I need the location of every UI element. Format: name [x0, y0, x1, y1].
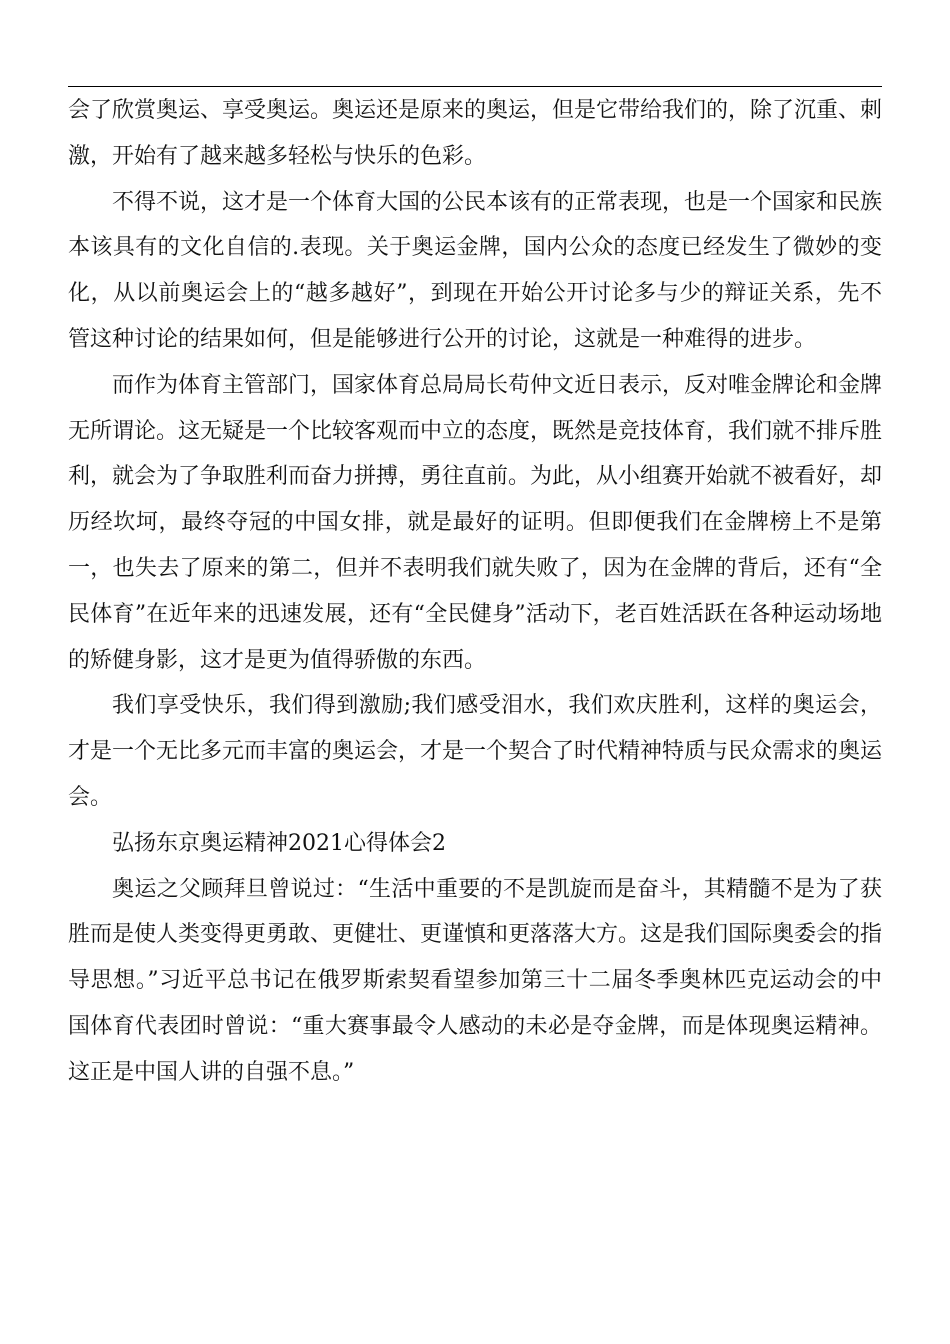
paragraph-enjoy-olympics: 我们享受快乐，我们得到激励;我们感受泪水，我们欢庆胜利，这样的奥运会，才是一个无比多元而丰富的奥运会，才是一个契合了时代精神特质与民众需求的奥运会。	[68, 693, 883, 810]
paragraph-sports-administration: 而作为体育主管部门，国家体育总局局长苟仲文近日表示，反对唯金牌论和金牌无所谓论。这无疑是一个比较客观而中立的态度，既然是竞技体育，我们就不排斥胜利，就会为了争取胜利而奋力拼搏，勇往直前。为此，从小组赛开始就不被看好，却历经坎坷，最终夺冠的中国女排，就是最好的证明。但即便我们在金牌榜上不是第一，也失去了原来的第二，但并不表明我们就失败了，因为在金牌的背后，还有“全民体育”在近年来的迅速发展，还有“全民健身”活动下，老百姓活跃在各种运动场地的矫健身影，这才是更为值得骄傲的东西。	[68, 372, 883, 673]
paragraph-cultural-confidence: 不得不说，这才是一个体育大国的公民本该有的正常表现，也是一个国家和民族本该具有的文化自信的.表现。关于奥运金牌，国内公众的态度已经发生了微妙的变化，从以前奥运会上的“越多越好”，到现在开始公开讨论多与少的辩证关系，先不管这种讨论的结果如何，但是能够进行公开的讨论，这就是一种难得的进步。	[68, 189, 883, 352]
paragraph-continuation: 会了欣赏奥运、享受奥运。奥运还是原来的奥运，但是它带给我们的，除了沉重、刺激，开始有了越来越多轻松与快乐的色彩。	[68, 98, 883, 169]
header-rule	[68, 86, 882, 87]
document-body	[68, 88, 882, 1096]
paragraph-coubertin-quote: 奥运之父顾拜旦曾说过：“生活中重要的不是凯旋而是奋斗，其精髓不是为了获胜而是使人类变得更勇敢、更健壮、更谨慎和更落落大方。这是我们国际奥委会的指导思想。”习近平总书记在俄罗斯索契看望参加第三十二届冬季奥林匹克运动会的中国体育代表团时曾说：“重大赛事最令人感动的未必是夺金牌，而是体现奥运精神。这正是中国人讲的自强不息。”	[68, 876, 883, 1085]
section-heading: 弘扬东京奥运精神2021心得体会2	[112, 830, 446, 856]
